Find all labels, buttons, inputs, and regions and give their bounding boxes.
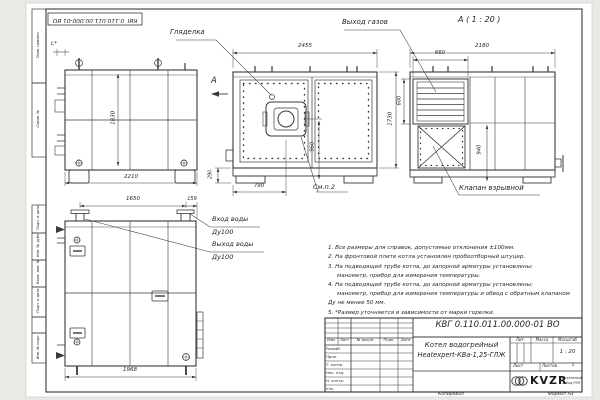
stamp-header-podp: Подп. <box>383 338 395 342</box>
margin-field-inv-podl: Инв. № подл. <box>36 334 41 360</box>
view-a-title: А ( 1 : 20 ) <box>458 15 501 24</box>
note-line: 1. Все размеры для справок, допустимые отклонения ±100мм. <box>328 245 515 251</box>
dim-side-bottom: 1968 <box>123 367 137 373</box>
product-title-line2: Heatexpert-КВа-1,25-ГЛЖ <box>417 351 506 359</box>
note-line: манометр, прибор для измерения температуры и обвод с обратным клапаном <box>337 291 570 297</box>
stamp-row-prov: Пров. <box>326 354 338 359</box>
logo-caption-line2: завод РЭП <box>562 381 581 385</box>
dim-burner-height: 950 <box>309 141 316 152</box>
doc-number-top-stamp: КВГ 0.110.011.00.000-01 ВО <box>52 16 138 23</box>
margin-field-perv-primen: Перв. примен. <box>36 31 41 59</box>
water-outlet-label: Выход воды <box>212 240 254 248</box>
stamp-header-dokum: № докум. <box>356 338 375 342</box>
copied-label: Копировал <box>438 392 464 397</box>
gas-outlet-label: Выход газов <box>342 18 388 26</box>
note-line: 4. На подводящей трубе котла, до запорной арматуры установлены: <box>328 282 533 288</box>
dim-a-height: 940 <box>476 144 483 155</box>
sight-glass-label: Гляделка <box>170 28 205 36</box>
dim-burner-offset: 790 <box>253 183 265 189</box>
dim-back-height: 1830 <box>110 110 117 125</box>
note-line: 5. *Размер уточняется в зависимости от марки горелки. <box>328 310 495 316</box>
scale-value: 1 : 20 <box>559 349 576 355</box>
sheets-header: Листов <box>542 363 557 368</box>
note-line: Ду не менее 50 мм. <box>328 300 386 306</box>
logo-caption-line1: Котельный <box>562 376 582 380</box>
mass-header: Масса <box>535 337 549 342</box>
note-line: манометр, прибор для измерения температуры. <box>337 273 481 279</box>
stamp-header-izm: Изм. <box>327 338 336 342</box>
sheet-frame <box>26 3 592 397</box>
l-star-dim: L* <box>51 41 57 47</box>
dim-base-height: 290 <box>208 169 214 179</box>
dim-flue-width: 660 <box>435 50 445 56</box>
margin-field-podp-data-2: Подп. и дата <box>36 288 41 314</box>
dim-side-top-right: 159 <box>187 196 197 202</box>
margin-field-inv-dubl: Инв. № дубл. <box>36 232 41 258</box>
note-line: 3. На подводящей трубе котла, до запорной арматуры установлены: <box>328 264 533 270</box>
company-logo-text: KVZR <box>530 374 568 387</box>
margin-field-vzam-inv: Взам. инв. № <box>36 259 41 284</box>
lit-header: Лит. <box>515 337 526 342</box>
sheets-value: 1 <box>571 363 575 368</box>
stamp-row-nkontr: Н. контр. <box>326 378 345 383</box>
stamp-header-data: Дата <box>400 338 411 342</box>
dim-a-width: 2180 <box>475 43 489 49</box>
scale-header: Масштаб <box>557 337 577 342</box>
dim-front-height: 1730 <box>387 111 394 126</box>
water-outlet-dn-label: Ду100 <box>212 253 234 261</box>
note-line: 2. На фронтовой плите котла установлен пробоотборный штуцер. <box>328 254 526 260</box>
dim-side-top: 1650 <box>126 196 140 202</box>
format-label: Формат А3 <box>548 392 574 397</box>
water-inlet-label: Вход воды <box>212 215 249 223</box>
dim-flue-height: 600 <box>396 95 403 106</box>
doc-number: КВГ 0.110.011.00.000-01 ВО <box>435 320 560 330</box>
margin-field-sprav-no: Справ. № <box>36 110 41 128</box>
explosion-valve-label: Клапан взрывной <box>459 184 524 192</box>
margin-field-podp-data-1: Подп. и дата <box>36 205 41 231</box>
see-item-label: См.п.2 <box>313 183 335 191</box>
sheet-header: Лист <box>513 363 524 368</box>
dim-front-width: 2455 <box>298 43 312 49</box>
stamp-row-utv: Утв. <box>326 386 334 391</box>
view-arrow-label: А <box>211 76 217 86</box>
dim-back-width: 2210 <box>124 174 138 180</box>
stamp-row-razrab: Разраб. <box>326 346 341 351</box>
stamp-header-list: Лист <box>339 338 350 342</box>
product-title-line1: Котел водогрейный <box>424 341 499 349</box>
stamp-row-nachotd: Нач. отд. <box>326 370 345 375</box>
stamp-row-tkontr: Т. контр. <box>326 362 344 367</box>
water-inlet-dn-label: Ду100 <box>212 228 234 236</box>
